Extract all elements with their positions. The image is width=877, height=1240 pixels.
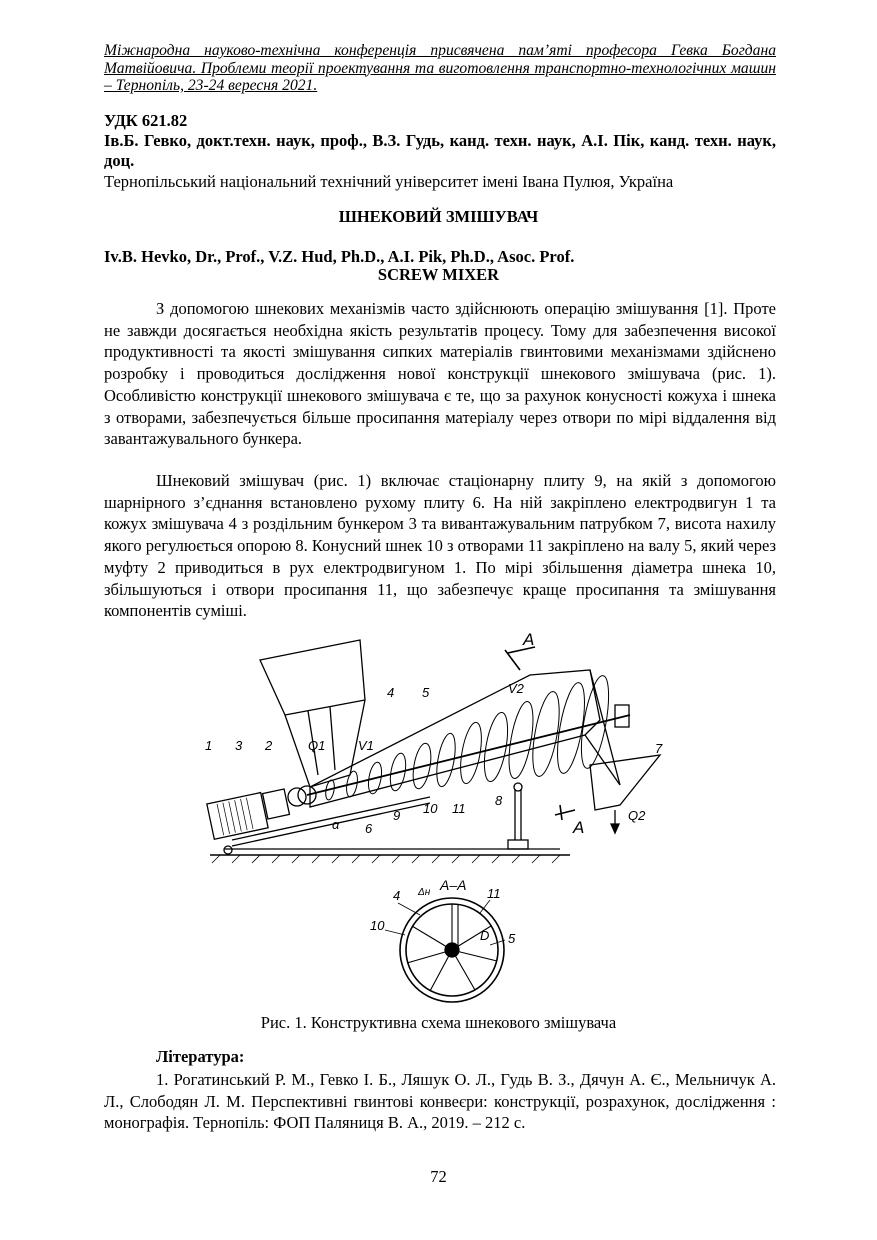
label-4: 4 [387, 685, 395, 700]
reference-1: 1. Рогатинський Р. М., Гевко І. Б., Ляшук О. Л., Гудь В. З., Дячун А. Є., Мельничук А. Л., Слободян Л. М. Перспективні гвинтові конвеєри: конструкції, розрахунок, дослідження : монографія. Тернопіль: ФОП Паляниця В. А., 2019. – 212 с. [104, 1070, 776, 1133]
page-number: 72 [430, 1167, 447, 1186]
screw-mixer-diagram [190, 615, 690, 1035]
section-label-delta: Δн [418, 887, 431, 898]
label-10: 10 [423, 801, 438, 816]
movable-plate [232, 797, 430, 846]
label-alpha: α [332, 817, 340, 832]
label-2: 2 [265, 738, 273, 753]
discharge-nozzle [590, 755, 660, 833]
label-5: 5 [422, 685, 430, 700]
label-7: 7 [655, 741, 663, 756]
paragraph-2: Шнековий змішувач (рис. 1) включає стаціонарну плиту 9, на якій з допомогою шарнірного з’єднання встановлено рухому плиту 6. На ній закріплено електродвигун 1 та кожух змішувача 4 з роздільним бункером 3 та вивантажувальним патрубком 7, висота нахилу якого регулюється опорою 8. Конусний шнек 10 з отворами 11 закріплено на валу 5, який через муфту 2 приводиться в рух електродвигуном 1. По мірі збільшення діаметра шнека 10, збільшуються і отвори просипання 11, що забезпечує краще просипання та змішування компонентів суміші. [104, 471, 776, 621]
paragraph-1: З допомогою шнекових механізмів часто здійснюють операцію змішування [1]. Проте не завжди досягається необхідна якість результатів процесу. Тому для забезпечення високої продуктивності та якості змішування сипких матеріалів гвинтовими механізмами здійснено розробку і проводиться дослідження нової конструкції шнекового змішувача (рис. 1). Особливістю конструкції шнекового змішувача є те, що за рахунок конусності кожуха і шнека з отворами, забезпечується більше просипання матеріалу через отвори по мірі віддалення від завантажувального бункера. [104, 299, 776, 449]
conference-header: Міжнародна науково-технічна конференція присвячена пам’яті професора Гевка Богдана Матвійовича. Проблеми теорії проектування та виготовлення транспортно-технологічних машин – Тернопіль, 23-24 вересня 2021. [104, 42, 776, 94]
label-9: 9 [393, 808, 401, 823]
section-label-10: 10 [370, 918, 385, 933]
label-q1: Q1 [308, 738, 326, 753]
label-v1: V1 [358, 738, 374, 753]
label-3: 3 [235, 738, 243, 753]
label-11: 11 [452, 801, 466, 816]
section-label-4: 4 [393, 888, 401, 903]
section-title: А–А [440, 877, 467, 893]
label-8: 8 [495, 793, 503, 808]
section-label-5: 5 [508, 931, 516, 946]
coupling [288, 786, 316, 806]
label-1: 1 [205, 738, 213, 753]
label-a-bottom: A [573, 818, 585, 837]
title-english [0, 265, 877, 285]
figure-caption: Рис. 1. Конструктивна схема шнекового змішувача [260, 1013, 617, 1032]
udk-code: УДК 621.82 [104, 111, 188, 130]
label-6: 6 [365, 821, 373, 836]
section-label-11: 11 [487, 886, 501, 901]
authors-english: Iv.B. Hevko, Dr., Prof., V.Z. Hud, Ph.D., A.I. Pik, Ph.D., Asoc. Prof. [104, 247, 575, 266]
literature-heading: Література: [156, 1047, 245, 1066]
authors-ukrainian: Ів.Б. Гевко, докт.техн. наук, проф., В.З. Гудь, канд. техн. наук, А.І. Пік, канд. техн. наук, доц. [104, 131, 776, 170]
label-q2: Q2 [628, 808, 646, 823]
title-english-text: SCREW MIXER [377, 265, 500, 284]
affiliation: Тернопільський національний технічний університет імені Івана Пулюя, Україна [104, 172, 674, 191]
support [508, 783, 528, 849]
label-v2: V2 [508, 681, 524, 696]
cross-section [385, 898, 505, 1002]
electric-motor [207, 789, 290, 839]
label-a-top: A [523, 630, 535, 649]
hopper [260, 640, 365, 787]
title-ukrainian: ШНЕКОВИЙ ЗМІШУВАЧ [338, 207, 539, 226]
section-label-d: D [480, 928, 490, 943]
